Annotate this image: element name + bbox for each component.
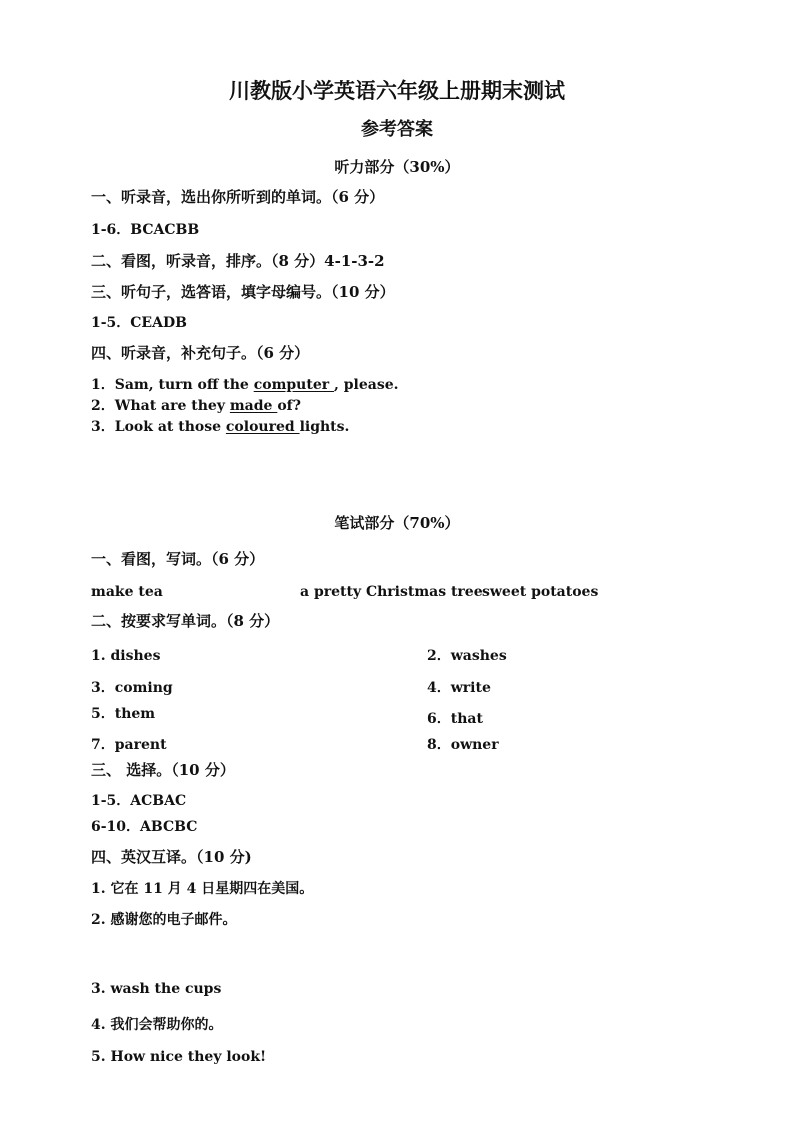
writing-q2-item: 3．coming (91, 680, 173, 696)
sentence-text: 3．Look at those (91, 419, 226, 435)
writing-q2-item: 1. dishes (91, 648, 161, 664)
listening-q3-answer: 1-5．CEADB (91, 315, 187, 331)
writing-q1-answer-2: a pretty Christmas tree (300, 584, 483, 600)
writing-q3-answer-2: 6-10．ABCBC (91, 819, 198, 835)
writing-q1-title: 一、看图，写词。（6 分） (91, 550, 265, 568)
listening-q4-sentence-1 (91, 376, 398, 394)
writing-q4-item: 4. 我们会帮助你的。 (91, 1017, 223, 1033)
sentence-text: 1．Sam, turn off the (91, 377, 254, 393)
listening-q1-title: 一、听录音，选出你所听到的单词。（6 分） (91, 188, 385, 206)
listening-heading: 听力部分（30%） (334, 158, 460, 176)
listening-q1-answer: 1-6．BCACBB (91, 222, 200, 238)
writing-q4-item: 1. 它在 11 月 4 日星期四在美国。 (91, 881, 314, 897)
writing-q3-title: 三、 选择。（10 分） (91, 761, 235, 779)
sentence-text: 2．What are they (91, 398, 230, 414)
listening-q4-sentence-2 (91, 397, 301, 415)
writing-q2-item: 5．them (91, 706, 156, 722)
writing-q3-answer-1: 1-5．ACBAC (91, 793, 187, 809)
writing-q2-item: 4．write (427, 680, 491, 696)
writing-q2-item: 2．washes (427, 648, 507, 664)
listening-q3-title: 三、听句子，选答语，填字母编号。（10 分） (91, 283, 395, 301)
answer-blank: computer (253, 377, 334, 393)
listening-q4-title: 四、听录音，补充句子。（6 分） (91, 344, 310, 362)
writing-q2-item: 8．owner (427, 737, 499, 753)
writing-q1-answer-3: sweet potatoes (482, 584, 599, 600)
writing-q4-title: 四、英汉互译。（10 分) (91, 848, 252, 866)
answer-blank: coloured (225, 419, 300, 435)
listening-q2-title: 二、看图，听录音，排序。（8 分）4-1-3-2 (91, 252, 385, 270)
writing-q2-title: 二、按要求写单词。（8 分） (91, 612, 280, 630)
writing-q1-answer-1: make tea (91, 584, 163, 600)
writing-heading: 笔试部分（70%） (334, 514, 460, 532)
writing-q4-item: 5. How nice they look! (91, 1049, 267, 1065)
writing-q2-item: 6．that (427, 711, 483, 727)
document-title: 川教版小学英语六年级上册期末测试 (229, 78, 565, 103)
sentence-text: lights. (299, 419, 350, 435)
writing-q4-item: 3. wash the cups (91, 981, 222, 997)
writing-q2-item: 7．parent (91, 737, 167, 753)
writing-q4-item: 2. 感谢您的电子邮件。 (91, 912, 237, 928)
document-subtitle: 参考答案 (361, 119, 433, 140)
listening-q4-sentence-3 (91, 418, 349, 436)
sentence-text: , please. (333, 377, 399, 393)
sentence-text: of? (277, 398, 301, 414)
answer-blank: made (229, 398, 278, 414)
